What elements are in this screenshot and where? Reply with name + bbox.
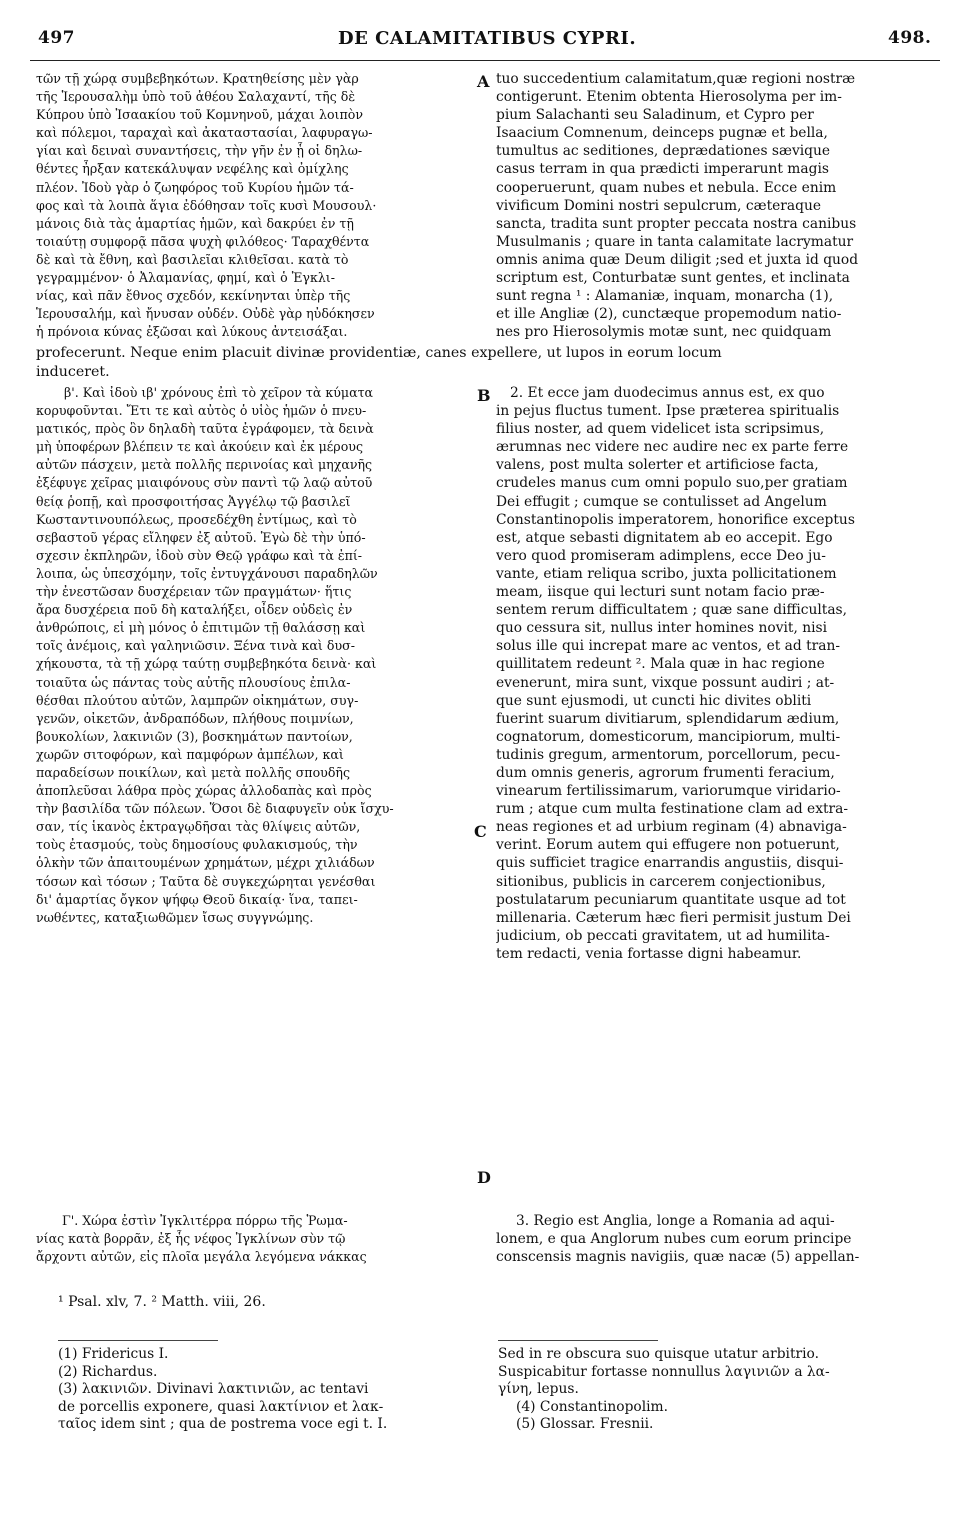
latin-line: tumultus ac seditiones, deprædationes sævique <box>496 143 831 160</box>
latin-line: cooperuerunt, quam nubes et nebula. Ecce enim <box>496 179 837 196</box>
greek-line: παραδείσων ποικίλων, καὶ μετὰ πολλῆς σπουδῆς <box>36 764 350 780</box>
margin-marker-d: D <box>477 1168 491 1187</box>
greek-line: αὐτῶν πάσχειν, μετὰ πολλῆς περινοίας καὶ μηχανῆς <box>36 457 373 473</box>
latin-line: in pejus fluctus tument. Ipse præterea spiritualis <box>496 403 840 420</box>
latin-line: filius noster, ad quem videlicet ista scripsimus, <box>496 421 825 438</box>
footnotes-right <box>498 1346 938 1434</box>
greek-line: θέντες ἦρξαν κατεκάλυψαν νεφέλης καὶ ὀμίχλης <box>36 161 349 177</box>
latin-line: vero quod promiseram adimplens, ecce Deo ju- <box>496 547 826 564</box>
latin-line: profecerunt. Neque enim placuit divinæ providentiæ, canes expellere, ut lupos in eorum locum <box>36 345 722 361</box>
greek-line: χωρῶν σιτοφόρων, καὶ παμφόρων ἀμπέλων, καὶ <box>36 746 344 762</box>
latin-line: postulatarum pecuniarum quantitate usque ad tot <box>496 891 846 908</box>
full-width-latin <box>36 344 936 381</box>
page-number-left: 497 <box>38 28 75 48</box>
scripture-footnote: ¹ Psal. xlv, 7. ² Matth. viii, 26. <box>58 1294 266 1310</box>
greek-line: Κωσταντινουπόλεως, προσεδέχθη ἐντίμως, καὶ τὸ <box>36 511 357 527</box>
greek-column-1 <box>36 70 474 341</box>
greek-line: λοιπα, ὡς ὑπεσχόμην, τοῖς ἐντυγχάνουσι παραδηλῶν <box>36 565 378 581</box>
greek-line: σχεσιν ἐκπληρῶν, ἰδοὺ σὺν Θεῷ γράφω καὶ τὰ ἐπί- <box>36 547 363 563</box>
latin-line: sentem rerum difficultatem ; quæ sane difficultas, <box>496 602 848 619</box>
greek-line: ἄρα δυσχέρεια ποῦ δὴ καταλήξει, οἶδεν οὐδεὶς ἐν <box>36 602 353 618</box>
header-rule <box>30 60 940 61</box>
greek-line: τοῖς ἀνέμοις, καὶ γαληνιῶσιν. Ξένα τινὰ καὶ δυσ- <box>36 638 355 654</box>
greek-line: τοὺς ἐτασμούς, τοὺς δημοσίους φυλακισμούς, τὴν <box>36 837 358 853</box>
greek-line: ἀποπλεῦσαι λάθρα πρὸς χώρας ἀλλοδαπὰς καὶ πρὸς <box>36 783 372 799</box>
margin-marker-a: A <box>477 72 490 91</box>
greek-line: γεγραμμένον· ὁ Ἀλαμανίας, φημί, καὶ ὁ Ἐγκλι- <box>36 270 336 286</box>
latin-line: meam, iisque qui lecturi sunt notam facio præ- <box>496 584 825 601</box>
greek-line: πλέον. Ἰδοὺ γὰρ ὁ ζωηφόρος τοῦ Κυρίου ἡμῶν τά- <box>36 179 354 195</box>
greek-line: καὶ πόλεμοι, ταραχαὶ καὶ ἀκαταστασίαι, λαφυραγω- <box>36 125 373 141</box>
latin-line: induceret. <box>36 363 110 380</box>
latin-line: Dei effugit ; cumque se contulisset ad Angelum <box>496 493 827 510</box>
greek-line: ἄρχοντι αὐτῶν, εἰς πλοῖα μεγάλα λεγόμενα νάκκας <box>36 1249 367 1265</box>
greek-line: μάνοις διὰ τὰς ἁμαρτίας ἡμῶν, καὶ δακρύει ἐν τῇ <box>36 215 354 231</box>
footnote-item: (2) Richardus. <box>58 1363 158 1380</box>
greek-line: τῆς Ἱερουσαλὴμ ὑπὸ τοῦ ἀθέου Σαλαχαντί, τῆς δὲ <box>36 89 356 105</box>
greek-line: β'. Καὶ ἰδοὺ ιβ' χρόνους ἐπὶ τὸ χεῖρον τὰ κύματα <box>64 385 374 400</box>
greek-column-3 <box>36 1212 474 1266</box>
greek-line: τοιαῦτα ὡς πάντας τοὺς αὐτῆς πλουσίους ἐπιλα- <box>36 674 351 690</box>
latin-line: evenerunt, mira sunt, vixque possunt audiri ; at- <box>496 674 835 691</box>
footnotes-left <box>58 1346 478 1434</box>
latin-line: cognatorum, domesticorum, mancipiorum, multi- <box>496 728 841 745</box>
latin-column-3 <box>496 1212 934 1266</box>
latin-line: tudinis gregum, armentorum, porcellorum, pecu- <box>496 746 841 763</box>
greek-line: τόσων καὶ τόσων ; Ταῦτα δὲ συγκεχώρηται γενέσθαι <box>36 873 376 889</box>
footnote-item: Sed in re obscura suo quisque utatur arbitrio. <box>498 1346 819 1362</box>
footnote-item: (1) Fridericus I. <box>58 1346 169 1362</box>
footnote-item: γίνη, lepus. <box>498 1381 579 1397</box>
latin-line: conscensis magnis navigiis, quæ nacæ (5) appellan- <box>496 1249 860 1266</box>
latin-line: dum omnis generis, agrorum frumenti feracium, <box>496 764 835 781</box>
latin-line: ærumnas nec videre nec audire nec ex parte ferre <box>496 439 849 456</box>
latin-line: sunt regna ¹ : Alamaniæ, inquam, monarcha (1), <box>496 288 834 305</box>
greek-line: ἐξέφυγε χεῖρας μιαιφόνους σὺν παντὶ τῷ λαῷ αὐτοῦ <box>36 475 373 491</box>
greek-line: Ἱερουσαλήμ, καὶ ἤνυσαν οὐδέν. Οὐδὲ γὰρ ηὐδόκησεν <box>36 306 375 322</box>
footnote-rule-right <box>498 1340 658 1341</box>
greek-line: γίαι καὶ δειναὶ συναντήσεις, τὴν γῆν ἐν ᾗ οἱ δηλω- <box>36 143 363 159</box>
greek-line: τὴν ἐνεστῶσαν δυσχέρειαν τῶν πραγμάτων· ἥτις <box>36 584 352 600</box>
greek-line: σαν, τίς ἱκανὸς ἐκτραγῳδῆσαι τὰς θλίψεις αὐτῶν, <box>36 819 361 835</box>
greek-line: δὲ καὶ τὰ ἔθνη, καὶ βασιλεῖαι κλιθεῖσαι. κατὰ τὸ <box>36 251 349 267</box>
latin-line: nes pro Hierosolymis motæ sunt, nec quidquam <box>496 324 832 341</box>
latin-line: 3. Regio est Anglia, longe a Romania ad aqui- <box>516 1213 835 1229</box>
footnote-rule-left <box>58 1340 218 1341</box>
footnote-item: ταῖος idem sint ; qua de postrema voce egi t. I. <box>58 1416 388 1432</box>
latin-line: scriptum est, Conturbatæ sunt gentes, et inclinata <box>496 270 850 287</box>
latin-line: tem redacti, venia fortasse digni habeamur. <box>496 945 802 962</box>
latin-column-1 <box>496 70 934 341</box>
latin-column-2 <box>496 384 934 963</box>
greek-line: νωθέντες, καταξιωθῶμεν ἴσως συγγνώμης. <box>36 909 314 925</box>
latin-line: casus terram in qua prædicti imperarunt magis <box>496 161 829 178</box>
latin-line: que sunt ejusmodi, ut cuncti hic divites obliti <box>496 692 812 709</box>
margin-marker-b: B <box>477 386 491 405</box>
greek-line: ἡ πρόνοια κύνας ἐξῶσαι καὶ λύκους ἀντεισάξαι. <box>36 324 348 340</box>
greek-line: θέσθαι πλούτου αὐτῶν, λαμπρῶν οἰκημάτων, συγ- <box>36 692 359 708</box>
greek-line: ὁλκὴν τῶν ἀπαιτουμένων χρημάτων, μέχρι χιλιάδων <box>36 855 375 871</box>
greek-line: νίας, καὶ πᾶν ἔθνος σχεδόν, κεκίνηνται ὑπὲρ τῆς <box>36 288 351 304</box>
latin-line: millenaria. Cæterum hæc fieri permisit justum Dei <box>496 909 851 926</box>
latin-line: valens, post multa solerter et artificiose facta, <box>496 457 819 474</box>
latin-line: quis sufficiet tragice enarrandis angustiis, disqui- <box>496 855 844 872</box>
footnote-item: de porcellis exponere, quasi λακτίνιον et λακ- <box>58 1398 384 1415</box>
latin-line: judicium, ob peccati gravitatem, ut ad humilita- <box>496 927 830 944</box>
greek-line: τὴν βασιλίδα τῶν πόλεων. Ὅσοι δὲ διαφυγεῖν οὐκ ἴσχυ- <box>36 801 394 817</box>
footnote-item: Suspicabitur fortasse nonnullus λαγινιῶν a λα- <box>498 1363 830 1380</box>
latin-line: solus ille qui increpat mare ac ventos, et ad tran- <box>496 638 841 655</box>
greek-line: Γ'. Χώρα ἐστὶν Ἰγκλιτέρρα πόρρω τῆς Ῥωμα- <box>62 1213 348 1228</box>
greek-line: φος καὶ τὰ λοιπὰ ἅγια ἐδόθησαν τοῖς κυσὶ Μουσουλ· <box>36 197 377 213</box>
greek-line: ἀνθρώποις, εἰ μὴ μόνος ὁ ἐπιτιμῶν τῇ θαλάσσῃ καὶ <box>36 620 366 636</box>
latin-line: rum ; atque cum multa festinatione clam ad extra- <box>496 801 849 818</box>
latin-line: sancta, tradita sunt propter peccata nostra canibus <box>496 215 857 232</box>
greek-line: μὴ ὑποφέρων βλέπειν τε καὶ ἀκούειν καὶ ἐκ μέρους <box>36 439 364 455</box>
footnote-item: (3) λακινιῶν. Divinavi λακτινιῶν, ac tentavi <box>58 1381 369 1397</box>
greek-line: τοιαύτῃ συμφορᾷ πᾶσα ψυχὴ φιλόθεος· Ταραχθέντα <box>36 233 370 249</box>
margin-marker-c: C <box>474 822 487 841</box>
latin-line: quo cessura sit, nullus inter homines novit, nisi <box>496 620 828 637</box>
page-number-right: 498. <box>888 28 932 48</box>
latin-line: vinearum fertilissimarum, variorumque viridario- <box>496 783 841 800</box>
greek-line: γενῶν, οἰκετῶν, ἀνδραπόδων, πλήθους ποιμνίων, <box>36 710 354 726</box>
latin-line: tuo succedentium calamitatum,quæ regioni nostræ <box>496 71 856 87</box>
latin-line: verint. Eorum autem qui effugere non potuerunt, <box>496 837 840 854</box>
greek-line: βουκολίων, λακινιῶν (3), βοσκημάτων παντοίων, <box>36 728 353 744</box>
latin-line: 2. Et ecce jam duodecimus annus est, ex quo <box>510 385 825 401</box>
latin-line: pium Salachanti seu Saladinum, et Cypro per <box>496 107 814 124</box>
greek-line: νίας κατὰ βορρᾶν, ἐξ ἧς νέφος Ἰγκλίνων σὺν τῷ <box>36 1231 346 1247</box>
greek-line: δι' ἁμαρτίας ὄγκον ψήφῳ Θεοῦ δικαίᾳ· ἵνα, ταπει- <box>36 891 358 907</box>
greek-line: τῶν τῇ χώρᾳ συμβεβηκότων. Κρατηθείσης μὲν γὰρ <box>36 71 359 86</box>
running-title: DE CALAMITATIBUS CYPRI. <box>338 28 637 49</box>
greek-line: θείᾳ ῥοπῇ, καὶ προσφοιτήσας Ἀγγέλῳ τῷ βασιλεῖ <box>36 493 351 509</box>
latin-line: Constantinopolis imperatorem, honorifice exceptus <box>496 511 855 528</box>
latin-line: quillitatem redeunt ². Mala quæ in hac regione <box>496 656 825 673</box>
latin-line: lonem, e qua Anglorum nubes cum eorum principe <box>496 1231 852 1248</box>
latin-line: vante, etiam reliqua scribo, juxta pollicitationem <box>496 565 837 582</box>
greek-line: ματικός, πρὸς ὃν δηλαδὴ ταῦτα ἐγράφομεν, τὰ δεινὰ <box>36 421 374 437</box>
latin-line: sitionibus, publicis in carcerem conjectionibus, <box>496 873 826 890</box>
latin-line: vivificum Domini nostri sepulcrum, cæteraque <box>496 197 822 214</box>
greek-line: Κύπρου ὑπὸ Ἰσαακίου τοῦ Κομνηνοῦ, μάχαι λοιπὸν <box>36 107 363 123</box>
latin-line: fuerint suarum divitiarum, splendidarum ædium, <box>496 710 840 727</box>
footnote-item: (5) Glossar. Fresnii. <box>516 1416 654 1432</box>
latin-line: omnis anima quæ Deum diligit ;sed et juxta id quod <box>496 251 859 268</box>
latin-line: Musulmanis ; quare in tanta calamitate lacrymatur <box>496 233 854 250</box>
latin-line: et ille Angliæ (2), cunctæque propemodum natio- <box>496 306 842 323</box>
greek-line: σεβαστοῦ γέρας εἴληφεν ἐξ αὐτοῦ. Ἐγὼ δὲ τὴν ὑπό- <box>36 529 366 545</box>
greek-line: χήκουστα, τὰ τῇ χώρᾳ ταύτῃ συμβεβηκότα δεινὰ· καὶ <box>36 656 377 672</box>
latin-line: neas regiones et ad urbium reginam (4) abnaviga- <box>496 819 847 836</box>
latin-line: crudeles manus cum omni populo suo,per gratiam <box>496 475 848 492</box>
latin-line: est, atque sebasti dignitatem ab eo accepit. Ego <box>496 529 833 546</box>
greek-line: κορυφοῦνται. Ἔτι τε καὶ αὐτὸς ὁ υἱὸς ἡμῶν ὁ πνευ- <box>36 403 367 419</box>
footnote-item: (4) Constantinopolim. <box>516 1398 668 1415</box>
latin-line: Isaacium Comnenum, deinceps pugnæ et bella, <box>496 125 828 142</box>
greek-column-2 <box>36 384 474 927</box>
latin-line: contigerunt. Etenim obtenta Hierosolyma per im- <box>496 89 842 106</box>
